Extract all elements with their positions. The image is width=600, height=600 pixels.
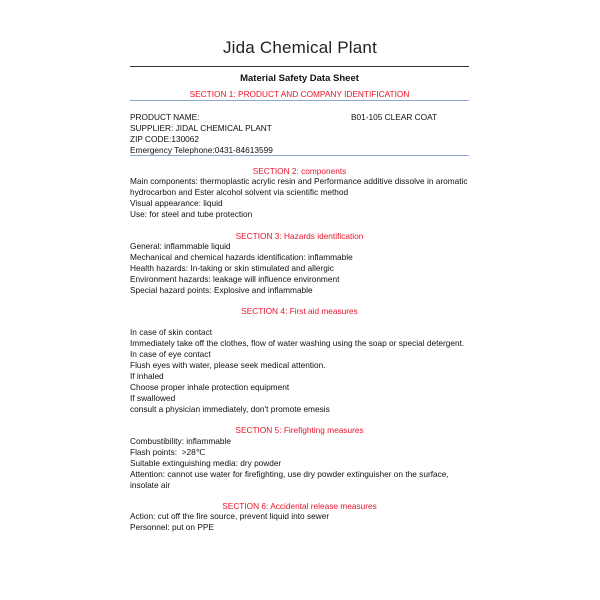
company-title: Jida Chemical Plant: [222, 38, 378, 57]
section4-line: In case of eye contact: [130, 349, 211, 359]
section3-line: Environment hazards: leakage will influence environment: [130, 274, 340, 284]
supplier-line: SUPPLIER: JIDAL CHEMICAL PLANT: [130, 123, 272, 133]
section2-heading: SECTION 2: components: [252, 166, 347, 176]
section5-line: Suitable extinguishing media: dry powder: [130, 458, 282, 468]
emergency-phone-line: Emergency Telephone:0431-84613599: [130, 145, 273, 155]
section1-bottom-divider: [130, 155, 469, 156]
section4-line: Choose proper inhale protection equipment: [130, 382, 290, 392]
section4-line: If inhaled: [130, 371, 164, 381]
section5-line: Attention: cannot use water for firefighting, use dry powder extinguisher on the surface,: [130, 469, 449, 479]
section2-line: Visual appearance: liquid: [130, 198, 223, 208]
section3-line: Mechanical and chemical hazards identification: inflammable: [130, 252, 353, 262]
section3-line: Health hazards: In-taking or skin stimulated and allergic: [130, 263, 334, 273]
section4-heading: SECTION 4: First aid measures: [241, 306, 358, 316]
title-divider: [130, 66, 469, 67]
section1-divider: [130, 100, 469, 101]
section1-heading: SECTION 1: PRODUCT AND COMPANY IDENTIFICATION: [189, 89, 410, 99]
section3-heading: SECTION 3: Hazards identification: [235, 231, 364, 241]
section5-heading: SECTION 5: Firefighting measures: [235, 425, 364, 435]
section2-line: hydrocarbon and Ester alcohol solvent via scientific method: [130, 187, 349, 197]
section5-line: Combustibility: inflammable: [130, 436, 231, 446]
section4-line: Flush eyes with water, please seek medical attention.: [130, 360, 326, 370]
product-name-label: PRODUCT NAME:: [130, 112, 200, 122]
product-name-row: [130, 112, 438, 122]
section6-line: Personnel: put on PPE: [130, 522, 214, 532]
zip-code-line: ZIP CODE:130062: [130, 134, 200, 144]
section6-heading: SECTION 6: Accidental release measures: [222, 501, 377, 511]
section3-line: General: inflammable liquid: [130, 241, 231, 251]
product-name-value: B01-105 CLEAR COAT: [351, 112, 438, 122]
section6-line: Action: cut off the fire source, prevent liquid into sewer: [130, 511, 330, 521]
sheet-title: Material Safety Data Sheet: [240, 73, 359, 84]
section4-line: consult a physician immediately, don't promote emesis: [130, 404, 330, 414]
section4-line: Immediately take off the clothes, flow of water washing using the soap or special detergent.: [130, 338, 465, 348]
section4-line: In case of skin contact: [130, 327, 213, 337]
section2-line: Main components: thermoplastic acrylic resin and Performance additive dissolve in aromatic: [130, 176, 468, 186]
section3-line: Special hazard points: Explosive and inflammable: [130, 285, 313, 295]
section2-line: Use: for steel and tube protection: [130, 209, 253, 219]
section4-line: If swallowed: [130, 393, 176, 403]
section5-line: insolate air: [130, 480, 171, 490]
section5-line: Flash points: >28℃: [130, 447, 206, 457]
